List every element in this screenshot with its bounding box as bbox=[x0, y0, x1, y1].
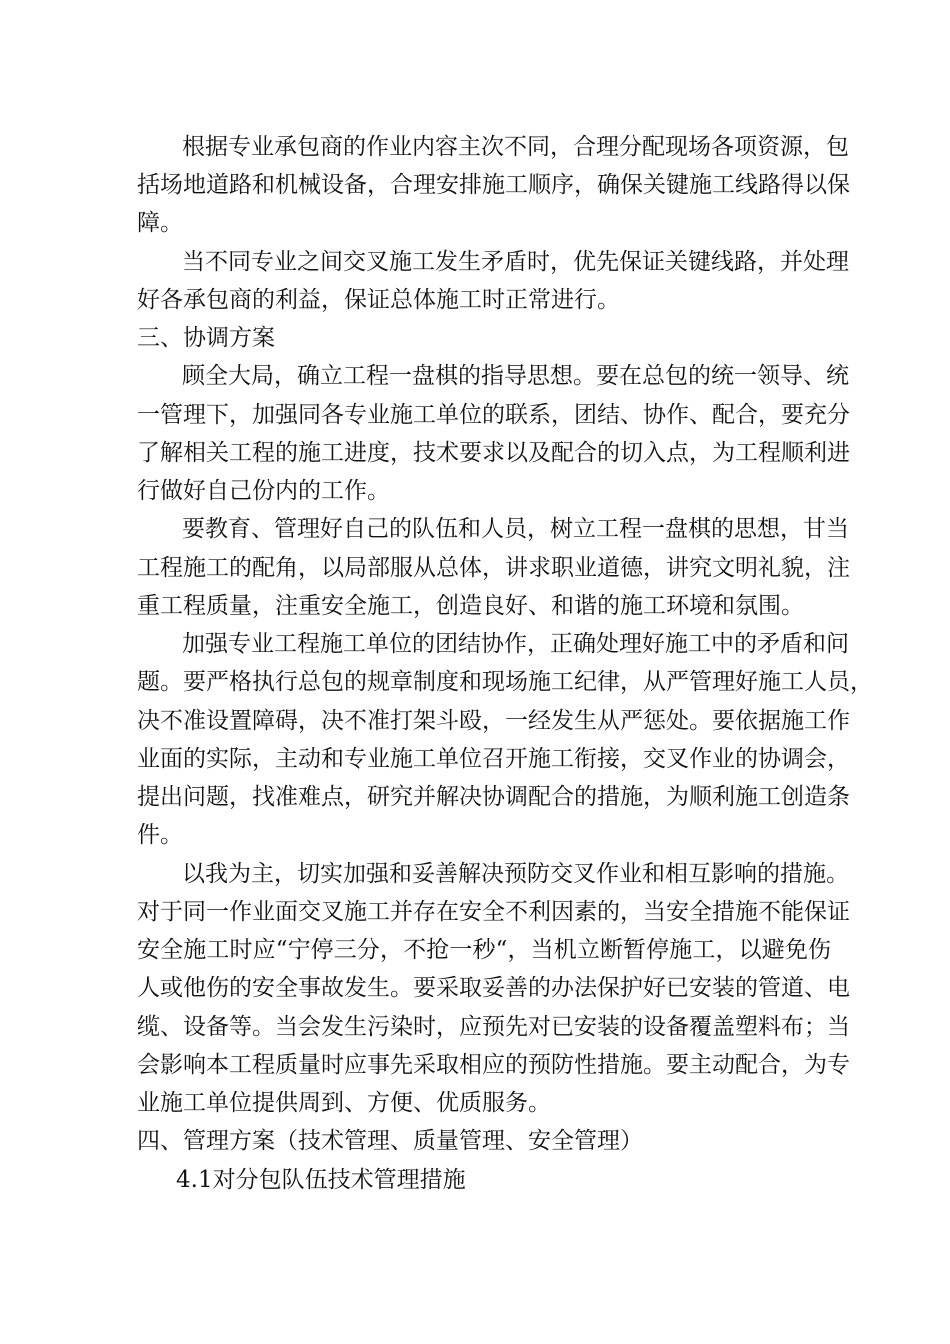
paragraph-1-line-3: 障。 bbox=[137, 210, 183, 236]
paragraph-5-line-3: 决不准设置障碍，决不准打架斗殴，一经发生从严惩处。要依据施工作 bbox=[137, 708, 850, 734]
paragraph-6-line-6: 会影响本工程质量时应事先采取相应的预防性措施。要主动配合，为专 bbox=[137, 1052, 850, 1078]
paragraph-3-line-4: 行做好自己份内的工作。 bbox=[137, 478, 390, 504]
subsection-heading-4-1: 4.1对分包队伍技术管理措施 bbox=[176, 1167, 466, 1193]
paragraph-1-line-1: 根据专业承包商的作业内容主次不同，合理分配现场各项资源，包 bbox=[182, 134, 849, 160]
paragraph-5-line-5: 提出问题，找准难点，研究并解决协调配合的措施，为顺利施工创造条 bbox=[137, 784, 850, 810]
paragraph-2-line-2: 好各承包商的利益，保证总体施工时正常进行。 bbox=[137, 287, 620, 313]
paragraph-3-line-1: 顾全大局，确立工程一盘棋的指导思想。要在总包的统一领导、统 bbox=[182, 363, 849, 389]
paragraph-5-line-6: 件。 bbox=[137, 822, 183, 848]
paragraph-6-line-3: 安全施工时应“宁停三分，不抢一秒“，当机立断暂停施工，以避免伤 bbox=[137, 937, 831, 963]
paragraph-4-line-1: 要教育、管理好自己的队伍和人员，树立工程一盘棋的思想，甘当 bbox=[182, 516, 849, 542]
paragraph-1-line-2: 括场地道路和机械设备，合理安排施工顺序，确保关键施工线路得以保 bbox=[137, 172, 850, 198]
paragraph-6-line-5: 缆、设备等。当会发生污染时，应预先对已安装的设备覆盖塑料布；当 bbox=[137, 1014, 850, 1040]
paragraph-6-line-1: 以我为主，切实加强和妥善解决预防交叉作业和相互影响的措施。 bbox=[182, 861, 849, 887]
paragraph-3-line-2: 一管理下，加强同各专业施工单位的联系，团结、协作、配合，要充分 bbox=[137, 402, 850, 428]
paragraph-2-line-1: 当不同专业之间交叉施工发生矛盾时，优先保证关键线路，并处理 bbox=[182, 249, 849, 275]
paragraph-4-line-2: 工程施工的配角，以局部服从总体，讲求职业道德，讲究文明礼貌，注 bbox=[137, 555, 850, 581]
paragraph-5-line-2: 题。要严格执行总包的规章制度和现场施工纪律，从严管理好施工人员， bbox=[137, 669, 873, 695]
paragraph-6-line-7: 业施工单位提供周到、方便、优质服务。 bbox=[137, 1090, 551, 1116]
section-heading-3: 三、协调方案 bbox=[137, 325, 275, 351]
paragraph-5-line-4: 业面的实际，主动和专业施工单位召开施工衔接，交叉作业的协调会， bbox=[137, 746, 850, 772]
paragraph-5-line-1: 加强专业工程施工单位的团结协作，正确处理好施工中的矛盾和问 bbox=[182, 631, 849, 657]
paragraph-3-line-3: 了解相关工程的施工进度，技术要求以及配合的切入点，为工程顺利进 bbox=[137, 440, 850, 466]
paragraph-6-line-2: 对于同一作业面交叉施工并存在安全不利因素的，当安全措施不能保证 bbox=[137, 899, 850, 925]
paragraph-6-line-4: 人或他伤的安全事故发生。要采取妥善的办法保护好已安装的管道、电 bbox=[137, 975, 850, 1001]
section-heading-4: 四、管理方案（技术管理、质量管理、安全管理） bbox=[137, 1128, 643, 1154]
paragraph-4-line-3: 重工程质量，注重安全施工，创造良好、和谐的施工环境和氛围。 bbox=[137, 593, 804, 619]
